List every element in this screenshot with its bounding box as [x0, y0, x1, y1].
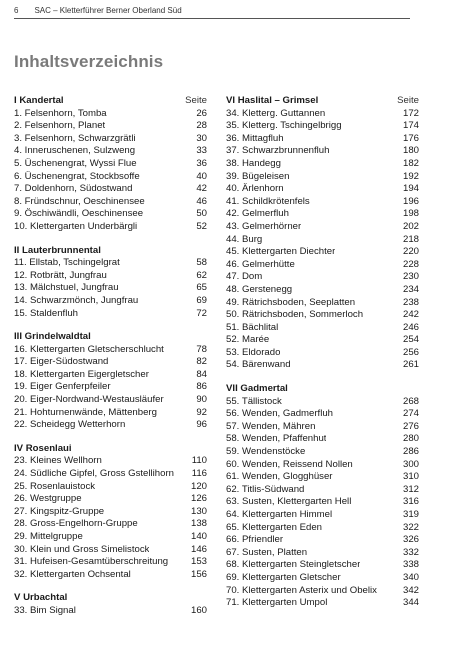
toc-entry-page: 280 [402, 433, 419, 445]
toc-entry-title: 50. Rätrichsboden, Sommerloch [226, 309, 364, 321]
page-number: 6 [14, 6, 19, 15]
toc-entry-title: 65. Klettergarten Eden [226, 521, 323, 533]
toc-entry[interactable] [14, 394, 207, 407]
toc-entry-title: 39. Bügeleisen [226, 170, 290, 182]
toc-entry[interactable] [14, 531, 207, 544]
toc-entry[interactable] [14, 455, 207, 468]
page-column-label: Seite [185, 95, 207, 106]
toc-entry-title: 53. Eldorado [226, 346, 281, 358]
toc-entry-page: 182 [402, 157, 419, 169]
toc-entry-title: 2. Felsenhorn, Planet [14, 120, 106, 132]
toc-entry-title: 64. Klettergarten Himmel [226, 509, 333, 520]
toc-entry[interactable] [226, 322, 419, 335]
toc-entry-title: 56. Wenden, Gadmerfluh [226, 408, 334, 420]
toc-entry-page: 319 [402, 509, 419, 520]
toc-entry-page: 140 [190, 531, 207, 542]
toc-entry[interactable] [226, 585, 419, 598]
section-heading [14, 245, 207, 258]
toc-entry-page: 146 [190, 543, 207, 555]
toc-entry-page: 126 [190, 493, 207, 505]
section-title: V Urbachtal [14, 592, 68, 604]
toc-entry-title: 49. Rätrichsboden, Seeplatten [226, 296, 356, 308]
toc-entry-page: 82 [196, 356, 207, 368]
toc-section-i-kandertal [14, 95, 207, 234]
toc-entry-page: 254 [402, 334, 419, 346]
toc-entry-title: 10. Klettergarten Underbärgli [14, 220, 138, 232]
toc-entry-page: 120 [190, 480, 207, 492]
toc-entry-page: 342 [402, 584, 419, 596]
toc-entry[interactable] [14, 158, 207, 171]
section-heading [14, 443, 207, 456]
running-title: SAC – Kletterführer Berner Oberland Süd [34, 6, 182, 15]
toc-entry[interactable] [226, 183, 419, 196]
toc-entry-page: 130 [190, 505, 207, 517]
toc-entry-title: 68. Klettergarten Steingletscher [226, 559, 361, 571]
toc-entry-title: 7. Doldenhorn, Südostwand [14, 183, 133, 195]
toc-entry-title: 47. Dom [226, 271, 263, 283]
toc-entry-page: 50 [196, 208, 207, 220]
toc-entry-page: 322 [402, 521, 419, 533]
toc-entry-title: 60. Wenden, Reissend Nollen [226, 458, 353, 470]
toc-entry-page: 310 [402, 471, 419, 483]
toc-entry[interactable] [226, 145, 419, 158]
toc-section-v-urbachtal [14, 592, 207, 617]
toc-entry-page: 176 [402, 132, 419, 144]
toc-entry-title: 24. Südliche Gipfel, Gross Gstellihorn [14, 468, 174, 480]
toc-entry[interactable] [14, 196, 207, 209]
toc-entry[interactable] [226, 259, 419, 272]
toc-entry-title: 46. Gelmerhütte [226, 258, 295, 270]
toc-entry[interactable] [226, 408, 419, 421]
toc-entry-page: 96 [196, 419, 207, 431]
toc-entry-page: 138 [190, 518, 207, 530]
toc-entry-page: 84 [196, 368, 207, 380]
toc-entry-page: 340 [402, 571, 419, 583]
toc-entry-page: 30 [196, 132, 207, 144]
toc-entry-page: 153 [190, 556, 207, 568]
toc-entry-title: 55. Tällistock [226, 395, 282, 407]
toc-entry-title: 9. Öschiwändli, Oeschinensee [14, 208, 144, 220]
toc-entry-page: 218 [402, 233, 419, 245]
toc-entry-title: 16. Klettergarten Gletscherschlucht [14, 343, 164, 355]
toc-entry[interactable] [14, 270, 207, 283]
toc-section-vii-gadmertal [226, 383, 419, 610]
toc-entry[interactable] [226, 547, 419, 560]
section-title: VI Haslital – Grimsel [226, 95, 319, 106]
toc-entry[interactable] [14, 208, 207, 221]
toc-entry[interactable] [226, 396, 419, 409]
section-title: I Kandertal [14, 95, 64, 106]
toc-entry-page: 28 [196, 120, 207, 132]
toc-entry-page: 174 [402, 120, 419, 132]
toc-entry[interactable] [14, 518, 207, 531]
toc-entry[interactable] [226, 347, 419, 360]
toc-entry[interactable] [226, 208, 419, 221]
toc-entry-page: 234 [402, 283, 419, 295]
toc-entry-title: 57. Wenden, Mähren [226, 420, 316, 432]
toc-entry-page: 36 [196, 157, 207, 169]
toc-section-vi-haslital-grimsel [226, 95, 419, 372]
toc-entry[interactable] [226, 234, 419, 247]
toc-entry[interactable] [14, 544, 207, 557]
toc-entry-page: 58 [196, 257, 207, 269]
toc-entry-title: 33. Bim Signal [14, 604, 76, 616]
toc-entry-title: 36. Mittagfluh [226, 132, 284, 144]
toc-entry[interactable] [226, 133, 419, 146]
toc-entry[interactable] [226, 120, 419, 133]
toc-entry-page: 62 [196, 269, 207, 281]
toc-entry-page: 72 [196, 307, 207, 319]
toc-entry[interactable] [14, 369, 207, 382]
toc-entry-title: 1. Felsenhorn, Tomba [14, 107, 107, 119]
toc-entry-title: 27. Kingspitz-Gruppe [14, 505, 105, 517]
toc-entry-title: 58. Wenden, Pfaffenhut [226, 433, 327, 445]
toc-entry[interactable] [226, 158, 419, 171]
toc-section-ii-lauterbrunnental [14, 245, 207, 321]
toc-entry-title: 20. Eiger-Nordwand-Westausläufer [14, 394, 164, 406]
toc-entry[interactable] [14, 481, 207, 494]
toc-entry-page: 312 [402, 483, 419, 495]
toc-entry-page: 326 [402, 534, 419, 546]
toc-entry-title: 4. Inneruschenen, Sulzweng [14, 145, 136, 157]
toc-entry-title: 12. Rotbrätt, Jungfrau [14, 269, 107, 281]
toc-entry[interactable] [226, 196, 419, 209]
toc-entry-page: 256 [402, 346, 419, 358]
toc-entry[interactable] [226, 334, 419, 347]
toc-entry[interactable] [14, 295, 207, 308]
toc-entry-title: 59. Wendenstöcke [226, 446, 306, 458]
toc-entry[interactable] [14, 419, 207, 432]
section-title: IV Rosenlaui [14, 442, 72, 454]
toc-entry-title: 29. Mittelgruppe [14, 531, 83, 542]
toc-entry-title: 67. Susten, Platten [226, 546, 308, 558]
toc-entry-title: 13. Mälchstuel, Jungfrau [14, 282, 119, 294]
toc-entry-title: 71. Klettergarten Umpol [226, 597, 328, 609]
toc-entry[interactable] [226, 284, 419, 297]
toc-entry-page: 202 [402, 220, 419, 232]
toc-left-column [14, 95, 207, 629]
toc-entry[interactable] [14, 108, 207, 121]
toc-entry-page: 40 [196, 170, 207, 182]
toc-entry-title: 69. Klettergarten Gletscher [226, 571, 341, 583]
toc-entry-title: 17. Eiger-Südostwand [14, 356, 109, 368]
toc-entry-page: 220 [402, 246, 419, 258]
toc-entry-page: 194 [402, 183, 419, 195]
toc-entry[interactable] [14, 381, 207, 394]
toc-entry[interactable] [14, 257, 207, 270]
toc-entry[interactable] [226, 459, 419, 472]
toc-entry-page: 65 [196, 282, 207, 294]
toc-entry-title: 30. Klein und Gross Simelistock [14, 543, 150, 555]
toc-entry[interactable] [226, 534, 419, 547]
section-title: II Lauterbrunnental [14, 244, 101, 256]
toc-entry[interactable] [14, 356, 207, 369]
toc-entry-title: 28. Gross-Engelhorn-Gruppe [14, 518, 138, 530]
toc-entry-title: 54. Bärenwand [226, 359, 291, 371]
toc-entry-title: 18. Klettergarten Eigergletscher [14, 368, 149, 380]
toc-entry-page: 198 [402, 208, 419, 220]
toc-entry-title: 3. Felsenhorn, Schwarzgrätli [14, 132, 136, 144]
toc-entry[interactable] [14, 221, 207, 234]
toc-entry-page: 276 [402, 420, 419, 432]
toc-entry[interactable] [226, 297, 419, 310]
toc-entry-page: 52 [196, 220, 207, 232]
toc-entry-title: 5. Üschenengrat, Wyssi Flue [14, 157, 137, 169]
toc-entry[interactable] [14, 171, 207, 184]
toc-entry[interactable] [14, 605, 207, 618]
toc-entry-title: 14. Schwarzmönch, Jungfrau [14, 294, 139, 306]
toc-entry-title: 41. Schildkrötenfels [226, 195, 310, 207]
toc-entry[interactable] [226, 421, 419, 434]
toc-entry[interactable] [14, 145, 207, 158]
section-heading [14, 95, 207, 108]
page-column-label: Seite [397, 95, 419, 106]
toc-entry[interactable] [226, 471, 419, 484]
toc-entry-page: 230 [402, 271, 419, 283]
toc-entry[interactable] [14, 569, 207, 582]
toc-entry-title: 43. Gelmerhörner [226, 220, 302, 232]
toc-entry[interactable] [14, 344, 207, 357]
toc-entry[interactable] [14, 183, 207, 196]
toc-entry-title: 52. Marée [226, 334, 270, 346]
toc-entry[interactable] [14, 133, 207, 146]
toc-entry-title: 32. Klettergarten Ochsental [14, 568, 131, 580]
toc-entry-page: 156 [190, 568, 207, 580]
toc-entry[interactable] [226, 484, 419, 497]
toc-entry[interactable] [226, 433, 419, 446]
toc-entry[interactable] [14, 556, 207, 569]
toc-entry-page: 242 [402, 309, 419, 321]
toc-entry-title: 23. Kleines Wellhorn [14, 455, 102, 467]
toc-entry-title: 19. Eiger Genferpfeiler [14, 381, 111, 393]
toc-entry-title: 70. Klettergarten Asterix und Obelix [226, 584, 377, 596]
toc-entry-title: 21. Hohturnenwände, Mättenberg [14, 406, 157, 418]
toc-entry-title: 35. Kletterg. Tschingelbrigg [226, 120, 342, 132]
toc-entry[interactable] [14, 282, 207, 295]
toc-entry-page: 238 [402, 296, 419, 308]
toc-entry-page: 69 [196, 294, 207, 306]
toc-entry-page: 338 [402, 559, 419, 571]
section-title: III Grindelwaldtal [14, 331, 91, 343]
toc-entry[interactable] [226, 509, 419, 522]
toc-entry-page: 246 [402, 321, 419, 333]
section-heading [14, 592, 207, 605]
toc-entry-title: 11. Ellstab, Tschingelgrat [14, 257, 120, 269]
toc-entry-title: 45. Klettergarten Diechter [226, 246, 336, 258]
toc-entry-page: 90 [196, 394, 207, 406]
toc-entry-page: 26 [196, 107, 207, 119]
toc-entry[interactable] [14, 468, 207, 481]
toc-entry-page: 344 [402, 597, 419, 609]
toc-entry-page: 274 [402, 408, 419, 420]
toc-entry-page: 33 [196, 145, 207, 157]
toc-entry-title: 48. Gerstenegg [226, 283, 293, 295]
toc-entry-page: 172 [402, 107, 419, 119]
toc-entry[interactable] [14, 120, 207, 133]
toc-entry-title: 44. Burg [226, 233, 263, 245]
toc-entry-title: 15. Staldenfluh [14, 307, 79, 319]
toc-entry[interactable] [226, 309, 419, 322]
toc-entry-page: 196 [402, 195, 419, 207]
toc-entry[interactable] [14, 506, 207, 519]
toc-entry-title: 42. Gelmerfluh [226, 208, 289, 220]
toc-entry-title: 51. Bächlital [226, 321, 279, 333]
toc-entry-title: 61. Wenden, Glogghüser [226, 471, 333, 483]
toc-entry[interactable] [226, 496, 419, 509]
toc-entry[interactable] [14, 407, 207, 420]
toc-entry[interactable] [226, 572, 419, 585]
toc-entry-page: 192 [402, 170, 419, 182]
toc-entry-page: 160 [190, 604, 207, 616]
toc-entry-page: 268 [402, 395, 419, 407]
toc-entry-title: 22. Scheidegg Wetterhorn [14, 419, 126, 431]
toc-entry-title: 63. Susten, Klettergarten Hell [226, 496, 352, 508]
toc-entry-title: 25. Rosenlauistock [14, 480, 96, 492]
toc-right-column [226, 95, 419, 621]
toc-entry[interactable] [14, 493, 207, 506]
running-header [14, 6, 410, 19]
toc-entry[interactable] [226, 559, 419, 572]
toc-entry[interactable] [226, 221, 419, 234]
toc-entry[interactable] [226, 171, 419, 184]
toc-entry-title: 26. Westgruppe [14, 493, 82, 505]
toc-entry-title: 37. Schwarzbrunnenfluh [226, 145, 330, 157]
toc-entry[interactable] [226, 108, 419, 121]
toc-entry-title: 66. Pfriendler [226, 534, 284, 546]
toc-entry[interactable] [226, 522, 419, 535]
toc-entry-page: 286 [402, 446, 419, 458]
toc-entry-page: 180 [402, 145, 419, 157]
toc-entry-page: 300 [402, 458, 419, 470]
toc-entry-page: 46 [196, 195, 207, 207]
section-title: VII Gadmertal [226, 383, 288, 395]
toc-entry-page: 78 [196, 343, 207, 355]
toc-entry-page: 261 [402, 359, 419, 371]
toc-entry-title: 6. Üschenengrat, Stockbsoffe [14, 170, 140, 182]
section-heading [14, 331, 207, 344]
section-heading [226, 95, 419, 108]
toc-entry-title: 40. Ärlenhorn [226, 183, 284, 195]
toc-entry-title: 8. Fründschnur, Oeschinensee [14, 195, 145, 207]
toc-entry[interactable] [226, 446, 419, 459]
toc-entry-page: 110 [191, 455, 207, 467]
toc-entry[interactable] [226, 597, 419, 610]
toc-entry[interactable] [226, 246, 419, 259]
toc-entry-page: 42 [196, 183, 207, 195]
toc-entry-page: 332 [402, 546, 419, 558]
toc-entry-title: 34. Kletterg. Guttannen [226, 107, 326, 119]
toc-entry-title: 62. Titlis-Südwand [226, 483, 305, 495]
toc-entry-page: 228 [402, 258, 419, 270]
toc-section-iii-grindelwaldtal [14, 331, 207, 432]
toc-entry-page: 116 [191, 468, 207, 480]
toc-entry-page: 86 [196, 381, 207, 393]
toc-entry[interactable] [14, 308, 207, 321]
page-title: Inhaltsverzeichnis [14, 52, 164, 71]
toc-section-iv-rosenlaui [14, 443, 207, 582]
toc-entry[interactable] [226, 271, 419, 284]
toc-entry-title: 31. Hufeisen-Gesamtüberschreitung [14, 556, 169, 568]
toc-entry-page: 316 [402, 496, 419, 508]
toc-entry-page: 92 [196, 406, 207, 418]
toc-entry[interactable] [226, 359, 419, 372]
section-heading [226, 383, 419, 396]
toc-entry-title: 38. Handegg [226, 157, 281, 169]
